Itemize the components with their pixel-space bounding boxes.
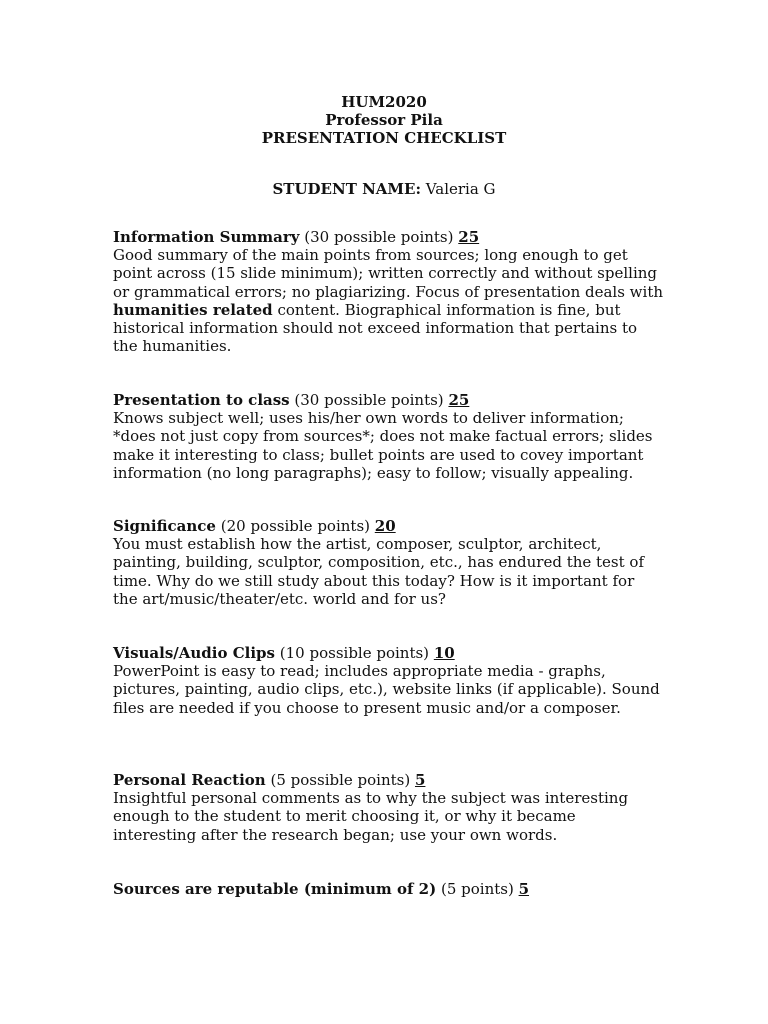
section-score: 25	[458, 228, 480, 246]
section-score: 25	[448, 391, 470, 409]
section-heading	[113, 644, 663, 662]
section-heading	[113, 771, 663, 789]
student-name-value: Valeria G	[425, 180, 496, 198]
section-description: PowerPoint is easy to read; includes appropriate media - graphs, pictures, painting, audio clips, etc.), website links (if applicable). Sound files are needed if you choose to present music and/or a composer.	[113, 662, 660, 717]
section-heading	[113, 517, 663, 535]
section-presentation-to-class	[113, 391, 663, 482]
section-visuals-audio-clips	[113, 644, 663, 717]
section-title: Sources are reputable (minimum of 2)	[113, 880, 437, 898]
section-significance	[113, 517, 663, 608]
section-points: (20 possible points)	[220, 517, 370, 535]
section-description: You must establish how the artist, composer, sculptor, architect, painting, building, sculptor, composition, etc., has endured the test of time. Why do we still study about this today? How is it important for the art/music/theater/etc. world and for us?	[113, 535, 645, 608]
course-code: HUM2020	[341, 93, 427, 111]
section-description	[113, 246, 663, 355]
section-score: 5	[414, 771, 426, 789]
section-title: Visuals/Audio Clips	[113, 644, 275, 662]
section-heading	[113, 391, 663, 409]
section-heading	[113, 880, 663, 898]
section-points: (10 possible points)	[279, 644, 430, 662]
section-points: (30 possible points)	[304, 228, 454, 246]
section-title: Significance	[113, 517, 216, 535]
section-points: (30 possible points)	[294, 391, 444, 409]
section-score: 10	[433, 644, 455, 662]
section-score: 5	[518, 880, 530, 898]
section-personal-reaction	[113, 771, 663, 844]
professor-name: Professor Pila	[325, 111, 443, 129]
section-score: 20	[374, 517, 396, 535]
section-points: (5 points)	[440, 880, 514, 898]
section-points: (5 possible points)	[270, 771, 411, 789]
document-header	[0, 93, 768, 147]
description-part: Good summary of the main points from sources; long enough to get point across (15 slide minimum); written correctly and without spelling or grammatical errors; no plagiarizing. Focus of presentation deals with	[113, 246, 664, 301]
section-heading	[113, 228, 663, 246]
student-name-line	[0, 180, 768, 198]
section-sources	[113, 880, 663, 898]
section-information-summary	[113, 228, 663, 355]
section-title: Information Summary	[113, 228, 300, 246]
section-title: Presentation to class	[113, 391, 290, 409]
section-description: Knows subject well; uses his/her own words to deliver information; *does not just copy from sources*; does not make factual errors; slides make it interesting to class; bullet points are used to covey important information (no long paragraphs); easy to follow; visually appealing.	[113, 409, 653, 482]
description-part: content. Biographical information is fine, but historical information should not exceed information that pertains to the humanities.	[113, 300, 638, 356]
description-emphasis: humanities related	[113, 300, 273, 319]
document-title: PRESENTATION CHECKLIST	[261, 129, 507, 147]
student-name-label: STUDENT NAME:	[272, 180, 422, 198]
section-title: Personal Reaction	[113, 771, 266, 789]
section-description: Insightful personal comments as to why the subject was interesting enough to the student to merit choosing it, or why it became interesting after the research began; use your own words.	[113, 789, 629, 844]
